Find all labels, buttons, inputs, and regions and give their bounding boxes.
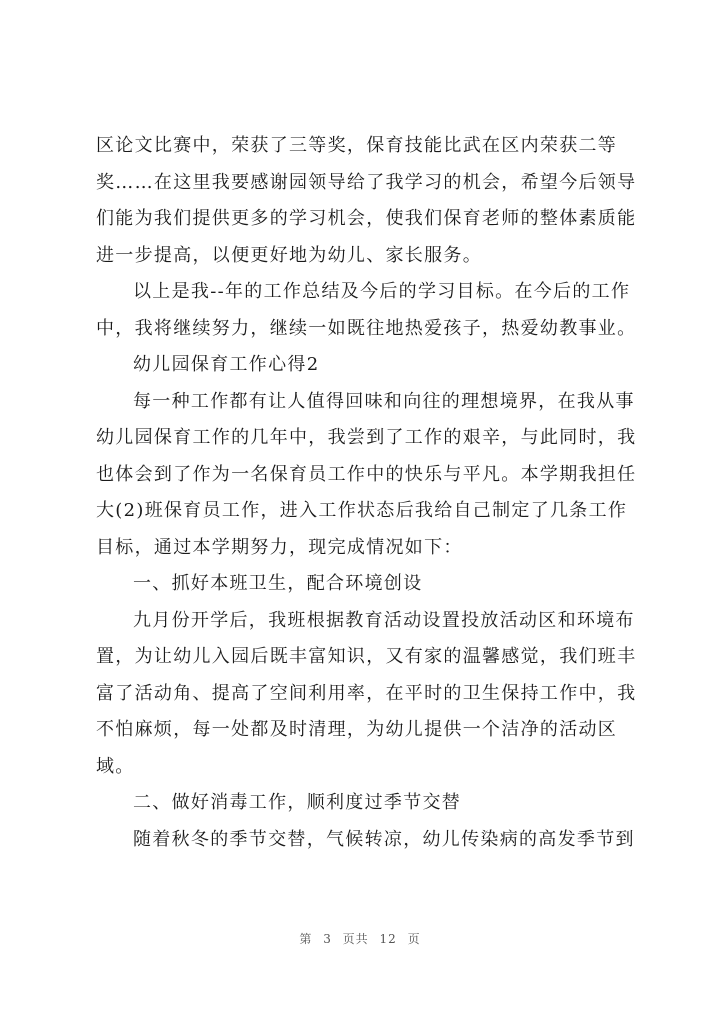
text-line: 不怕麻烦，每一处都及时清理，为幼儿提供一个洁净的活动区 [96, 719, 618, 740]
text-line: 置，为让幼儿入园后既丰富知识，又有家的温馨感觉，我们班丰 [96, 646, 637, 667]
text-line: 目标，通过本学期努力，现完成情况如下： [96, 536, 463, 558]
document-body [96, 128, 644, 858]
footer-current-page: 3 [323, 932, 332, 946]
text-line: 奖……在这里我要感谢园领导给了我学习的机会，希望今后领导 [96, 171, 637, 193]
footer-middle: 页共 [342, 932, 369, 946]
page-footer [0, 930, 720, 947]
text-line: 进一步提高，以便更好地为幼儿、家长服务。 [96, 244, 482, 266]
text-line: 中，我将继续努力，继续一如既往地热爱孩子，热爱幼教事业。 [96, 317, 637, 339]
text-line: 大(2)班保育员工作，进入工作状态后我给自己制定了几条工作 [96, 500, 628, 521]
footer-suffix: 页 [407, 932, 421, 946]
text-line: 幼儿园保育工作的几年中，我尝到了工作的艰辛，与此同时，我 [96, 427, 637, 448]
text-line: 九月份开学后，我班根据教育活动设置投放活动区和环境布 [133, 609, 635, 631]
footer-total-pages: 12 [379, 932, 397, 946]
footer-prefix: 第 [299, 932, 313, 946]
text-line: 域。 [96, 755, 135, 777]
text-line: 也体会到了作为一名保育员工作中的快乐与平凡。本学期我担任 [96, 463, 637, 485]
text-line: 区论文比赛中，荣获了三等奖，保育技能比武在区内荣获二等 [96, 135, 618, 156]
section-title: 幼儿园保育工作心得2 [133, 354, 320, 375]
text-line: 每一种工作都有让人值得回味和向往的理想境界，在我从事 [133, 390, 635, 412]
section-heading: 一、抓好本班卫生，配合环境创设 [133, 573, 423, 594]
text-line: 以上是我--年的工作总结及今后的学习目标。在今后的工作 [133, 281, 631, 302]
text-line: 富了活动角、提高了空间利用率，在平时的卫生保持工作中，我 [96, 682, 637, 704]
section-heading: 二、做好消毒工作，顺利度过季节交替 [133, 792, 462, 813]
text-line: 们能为我们提供更多的学习机会，使我们保育老师的整体素质能 [96, 208, 637, 229]
text-line: 随着秋冬的季节交替，气候转凉，幼儿传染病的高发季节到 [133, 828, 635, 850]
